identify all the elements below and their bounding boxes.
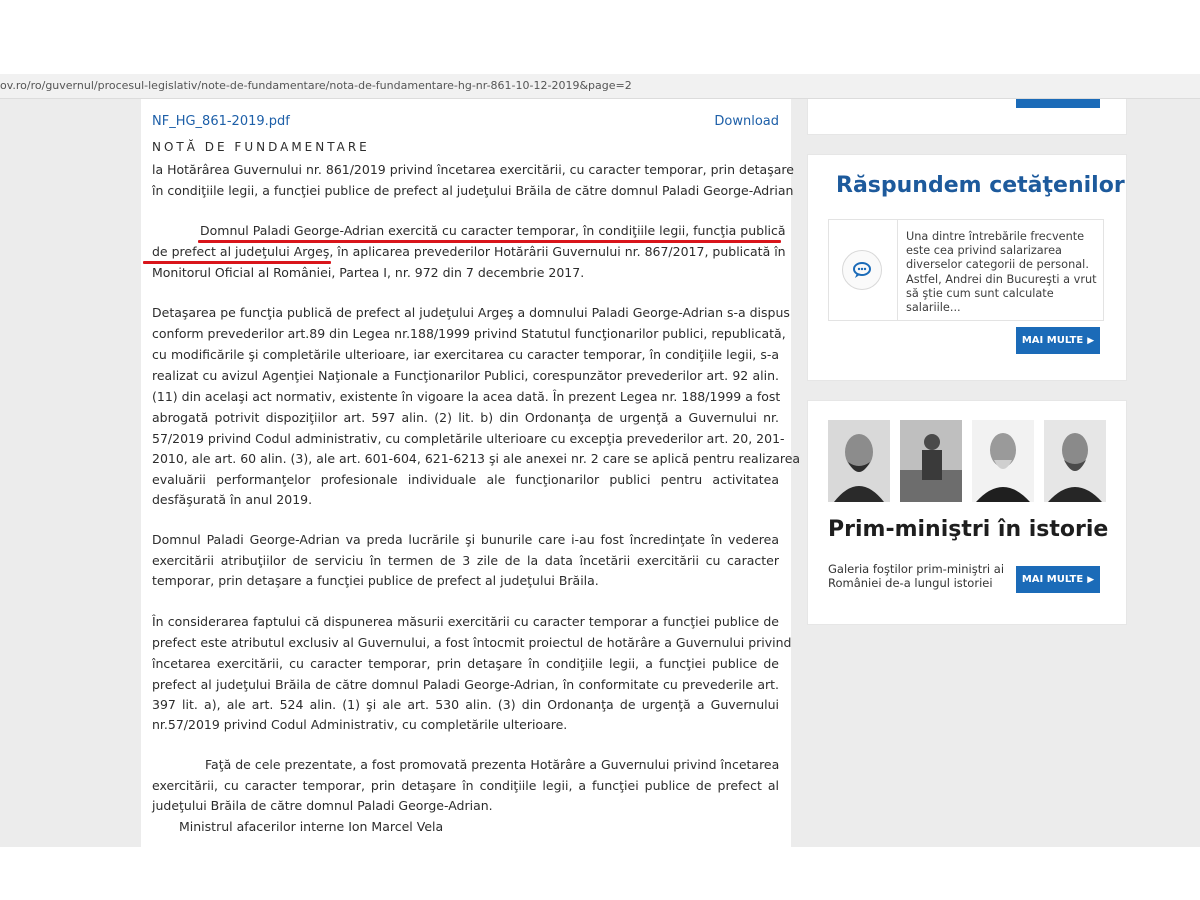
gallery-description: Galeria foştilor prim-miniştri ai României de-a lungul istoriei bbox=[828, 562, 1005, 590]
prime-ministers-card bbox=[807, 400, 1127, 625]
citizens-title: Răspundem cetăţenilor bbox=[836, 173, 1125, 198]
button-label: MAI MULTE bbox=[1021, 335, 1084, 346]
faq-text: Una dintre întrebările frecvente este cea privind salarizarea diverselor categorii de personal. Astfel, Andrei din Bucureşti a vrut să ştie cum sunt calculate salariile... bbox=[906, 230, 1097, 315]
address-url[interactable]: ov.ro/ro/guvernul/procesul-legislativ/note-de-fundamentare/nota-de-fundamentare-hg-nr-861-10-12-2019&page=2 bbox=[0, 79, 632, 92]
doc-signature: Ministrul afacerilor interne Ion Marcel Vela bbox=[179, 819, 444, 834]
doc-line: (11) din acelaşi act normativ, existente în vigoare la acea dată. În prezent Legea nr. 188/1999 a fost bbox=[152, 389, 781, 404]
doc-line: 2010, ale art. 60 alin. (3), ale art. 601-604, 621-6213 şi ale anexei nr. 2 care se aplică pentru realizarea bbox=[152, 451, 801, 466]
doc-line: judeţului Brăila de către domnul Paladi George-Adrian. bbox=[152, 798, 493, 813]
chevron-right-icon: ▶ bbox=[1087, 336, 1095, 346]
pdf-file-link[interactable]: NF_HG_861-2019.pdf bbox=[152, 114, 290, 129]
sidebar-card-top bbox=[807, 99, 1127, 135]
citizens-more-button[interactable] bbox=[1016, 327, 1100, 354]
chevron-right-icon: ▶ bbox=[1087, 575, 1095, 585]
doc-line: exercitării, cu caracter temporar, prin detaşare în condiţiile legii, a funcţiei publice de prefect al bbox=[152, 778, 779, 793]
doc-line: desfăşurată în anul 2019. bbox=[152, 492, 313, 507]
document-heading: NOTĂ DE FUNDAMENTARE bbox=[152, 140, 370, 154]
document-panel bbox=[141, 99, 801, 847]
doc-line: Faţă de cele prezentate, a fost promovată prezenta Hotărâre a Guvernului privind încetarea bbox=[205, 757, 780, 772]
doc-line-highlighted: Domnul Paladi George-Adrian exercită cu caracter temporar, în condiţiile legii, funcţia publică bbox=[200, 223, 786, 238]
doc-line: prefect al judeţului Brăila de către domnul Paladi George-Adrian, în conformitate cu prevederile art. bbox=[152, 677, 779, 692]
citizens-card bbox=[807, 154, 1127, 381]
download-link[interactable]: Download bbox=[714, 114, 779, 129]
portrait-image[interactable] bbox=[972, 420, 1034, 502]
portrait-image[interactable] bbox=[900, 420, 962, 502]
portrait-image[interactable] bbox=[1044, 420, 1106, 502]
doc-line: realizat cu avizul Agenţiei Naţionale a Funcţionarilor Publici, corespunzător prevederilor art. 92 alin. bbox=[152, 368, 779, 383]
doc-line: conform prevederilor art.89 din Legea nr.188/1999 privind Statutul funcţionarilor publici, republicată, bbox=[152, 326, 786, 341]
faq-box[interactable] bbox=[828, 219, 1104, 321]
faq-divider bbox=[897, 220, 898, 320]
red-underline bbox=[143, 261, 331, 264]
button-label: MAI MULTE bbox=[1021, 574, 1084, 585]
doc-line: în condiţiile legii, a funcţiei publice de prefect al judeţului Brăila de către domnul Paladi George-Adrian bbox=[152, 183, 794, 198]
doc-line: nr.57/2019 privind Codul Administrativ, cu completările ulterioare. bbox=[152, 717, 568, 732]
doc-line-highlighted: de prefect al judeţului Argeş, în aplicarea prevederilor Hotărârii Guvernului nr. 867/2017, publicată în bbox=[152, 244, 786, 259]
doc-line: abrogată potrivit dispoziţiilor art. 597 alin. (2) lit. b) din Ordonanţa de urgenţă a Guvernului nr. bbox=[152, 410, 779, 425]
doc-line: evaluării performanţelor profesionale individuale ale funcţionarilor publici pentru activitatea bbox=[152, 472, 779, 487]
address-bar[interactable] bbox=[0, 74, 1200, 99]
doc-line: la Hotărârea Guvernului nr. 861/2019 privind încetarea exercitării, cu caracter temporar, prin detaşare bbox=[152, 162, 794, 177]
doc-line: prefect este atributul exclusiv al Guvernului, a fost întocmit proiectul de hotărâre a Guvernului privind bbox=[152, 635, 792, 650]
doc-line: Domnul Paladi George-Adrian va preda lucrările şi bunurile care i-au fost încredinţate în vederea bbox=[152, 532, 779, 547]
doc-line: cu modificările şi completările ulterioare, iar exercitarea cu caracter temporar, în condiţiile legii, s-a bbox=[152, 347, 779, 362]
doc-line: Monitorul Oficial al României, Partea I, nr. 972 din 7 decembrie 2017. bbox=[152, 265, 585, 280]
doc-line: exercitării atribuţiilor de serviciu în termen de 3 zile de la data încetării exercitării cu caracter bbox=[152, 553, 779, 568]
doc-line: 57/2019 privind Codul administrativ, cu completările ulterioare cu excepţia prevederilor art. 20, 201- bbox=[152, 431, 785, 446]
portrait-image[interactable] bbox=[828, 420, 890, 502]
red-underline bbox=[198, 240, 781, 243]
doc-line: În considerarea faptului că dispunerea măsurii exercitării cu caracter temporar a funcţiei publice de bbox=[152, 614, 779, 629]
doc-line: temporar, prin detaşare a funcţiei publice de prefect al judeţului Brăila. bbox=[152, 573, 599, 588]
doc-line: 397 lit. a), ale art. 524 alin. (1) şi ale art. 530 alin. (3) din Ordonanţa de urgenţă a Guvernului bbox=[152, 697, 779, 712]
doc-line: Detaşarea pe funcţia publică de prefect al judeţului Argeş a domnului Paladi George-Adrian s-a dispus bbox=[152, 305, 790, 320]
page-content bbox=[0, 99, 1200, 847]
top-card-button[interactable] bbox=[1016, 99, 1100, 108]
speech-bubble-icon bbox=[842, 250, 882, 290]
doc-line: încetarea exercitării, cu caracter temporar, prin detaşare în condiţiile legii, a funcţiei publice de bbox=[152, 656, 779, 671]
prime-ministers-title: Prim-miniştri în istorie bbox=[828, 517, 1109, 542]
prime-ministers-more-button[interactable] bbox=[1016, 566, 1100, 593]
